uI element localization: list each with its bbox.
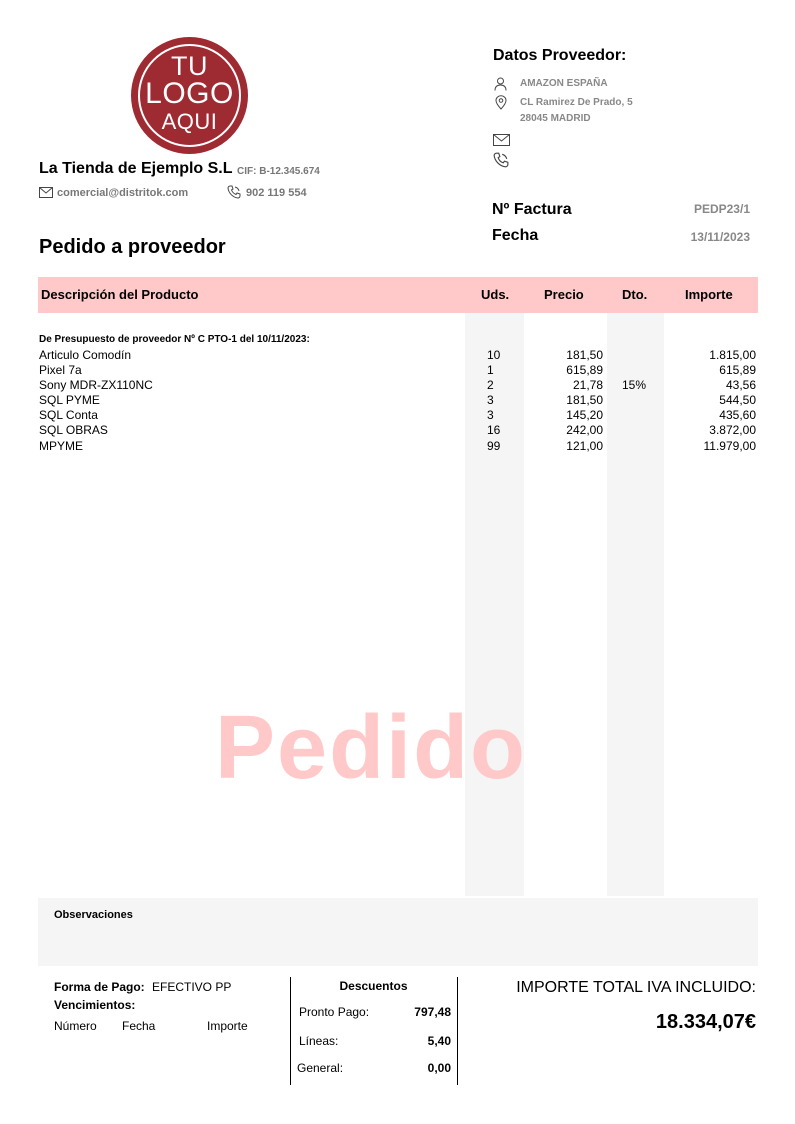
cell-precio: 181,50	[566, 393, 603, 407]
table-row	[0, 423, 795, 438]
cell-uds: 3	[487, 393, 494, 407]
invoice-date: 13/11/2023	[690, 230, 750, 244]
cell-uds: 10	[487, 348, 501, 362]
cell-desc: Pixel 7a	[39, 363, 82, 377]
header-dto: Dto.	[622, 287, 648, 302]
logo-line2: LOGO	[145, 77, 234, 110]
supplier-mail-icon	[493, 134, 510, 146]
header-desc: Descripción del Producto	[41, 287, 199, 302]
discount-pronto-label: Pronto Pago:	[299, 1005, 370, 1019]
cell-uds: 1	[487, 363, 494, 377]
document-title: Pedido a proveedor	[39, 236, 226, 258]
due-col-numero: Número	[54, 1019, 97, 1033]
cell-importe: 11.979,00	[703, 439, 756, 453]
table-section-heading: De Presupuesto de proveedor Nº C PTO-1 del 10/11/2023:	[39, 334, 310, 345]
table-row	[0, 439, 795, 454]
total-label: IMPORTE TOTAL IVA INCLUIDO:	[516, 979, 756, 996]
cell-dto: 15%	[622, 378, 647, 392]
company-email[interactable]: comercial@distritok.com	[57, 187, 189, 199]
payment-method-label: Forma de Pago:	[54, 980, 145, 994]
user-icon	[494, 77, 507, 91]
discount-general: 0,00	[427, 1061, 451, 1075]
discounts-divider-left	[290, 977, 291, 1085]
cell-importe: 43,56	[725, 378, 756, 392]
due-col-fecha: Fecha	[122, 1019, 156, 1033]
table-row	[0, 348, 795, 363]
supplier-address1: CL Ramirez De Prado, 5	[520, 97, 633, 108]
cell-precio: 242,00	[566, 423, 603, 437]
cell-uds: 16	[487, 423, 501, 437]
discounts-divider-right	[457, 977, 458, 1085]
mail-icon	[39, 187, 53, 198]
discount-lineas: 5,40	[427, 1034, 451, 1048]
header-uds: Uds.	[481, 287, 510, 302]
logo-line3: AQUI	[161, 109, 218, 134]
observations-box	[38, 898, 758, 966]
cell-uds: 2	[487, 378, 494, 392]
cell-desc: MPYME	[39, 439, 84, 453]
cell-desc: Sony MDR-ZX110NC	[39, 378, 153, 392]
invoice-number: PEDP23/1	[693, 202, 750, 216]
cell-desc: SQL OBRAS	[39, 423, 108, 437]
cell-precio: 181,50	[566, 348, 603, 362]
supplier-phone-icon	[493, 152, 509, 168]
discounts-title: Descuentos	[339, 979, 408, 993]
table-row	[0, 408, 795, 423]
due-dates-label: Vencimientos:	[54, 998, 136, 1012]
table-row	[0, 393, 795, 408]
table-row	[0, 363, 795, 378]
invoice-date-label: Fecha	[492, 227, 539, 244]
due-col-importe: Importe	[207, 1019, 248, 1033]
header-precio: Precio	[544, 287, 584, 302]
company-cif: CIF: B-12.345.674	[237, 166, 320, 177]
company-name: La Tienda de Ejemplo S.L	[39, 160, 233, 177]
payment-method: EFECTIVO PP	[152, 980, 232, 994]
header-importe: Importe	[685, 287, 733, 302]
cell-desc: Articulo Comodín	[39, 348, 132, 362]
cell-desc: SQL PYME	[39, 393, 100, 407]
discount-pronto: 797,48	[414, 1005, 451, 1019]
cell-uds: 99	[487, 439, 501, 453]
company-phone: 902 119 554	[246, 187, 307, 199]
cell-precio: 21,78	[572, 378, 603, 392]
cell-importe: 3.872,00	[709, 423, 756, 437]
total-amount: 18.334,07€	[655, 1011, 756, 1033]
logo-text	[131, 51, 248, 134]
cell-uds: 3	[487, 408, 494, 422]
cell-importe: 1.815,00	[709, 348, 756, 362]
phone-icon	[227, 185, 241, 199]
supplier-title: Datos Proveedor:	[493, 47, 627, 64]
cell-precio: 615,89	[566, 363, 603, 377]
supplier-name: AMAZON ESPAÑA	[520, 78, 608, 89]
invoice-number-label: Nº Factura	[492, 201, 572, 218]
supplier-address2: 28045 MADRID	[520, 113, 591, 124]
cell-desc: SQL Conta	[39, 408, 98, 422]
cell-importe: 544,50	[719, 393, 756, 407]
cell-precio: 145,20	[566, 408, 603, 422]
watermark: Pedido	[215, 698, 528, 798]
discount-general-label: General:	[297, 1061, 344, 1075]
location-icon	[495, 95, 507, 110]
observations-label: Observaciones	[54, 909, 133, 921]
cell-importe: 615,89	[719, 363, 756, 377]
table-row	[0, 378, 795, 393]
cell-importe: 435,60	[719, 408, 756, 422]
discount-lineas-label: Líneas:	[299, 1034, 339, 1048]
logo-line1: TU	[171, 51, 208, 81]
cell-precio: 121,00	[566, 439, 603, 453]
